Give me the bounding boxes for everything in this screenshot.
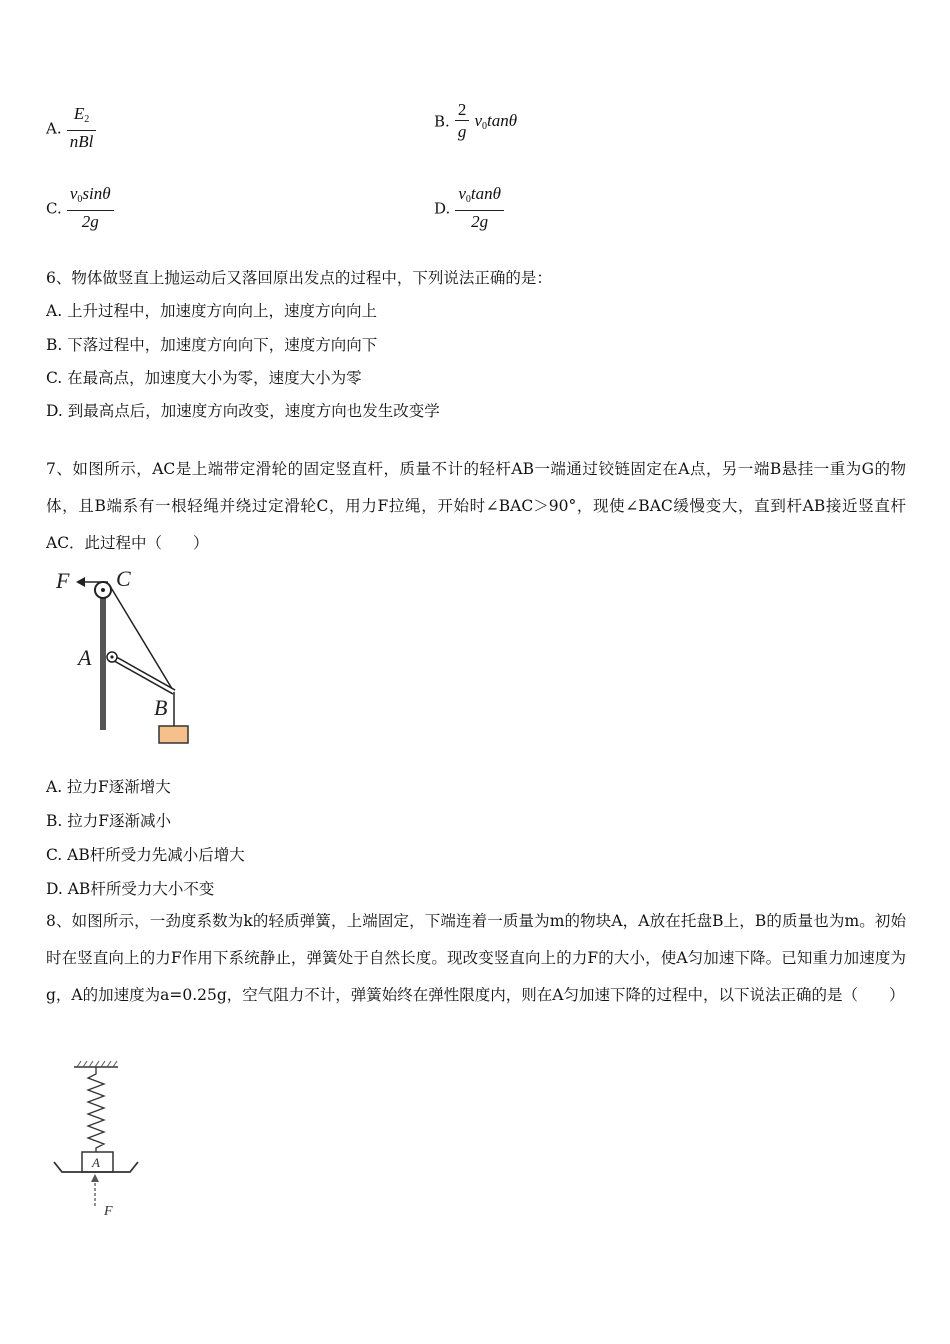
fraction (455, 100, 470, 143)
q5-option-b (434, 100, 517, 143)
label-f: F (104, 1204, 113, 1219)
option-label: D. (434, 199, 451, 218)
q6-option-b: B. 下落过程中，加速度方向向下，速度方向向下 (46, 336, 378, 354)
numerator: v (69, 184, 78, 203)
q6-option-a: A. 上升过程中，加速度方向向上，速度方向向上 (46, 302, 378, 320)
option-label: B. (434, 112, 450, 131)
denominator: nBl (69, 132, 94, 151)
denominator: g (457, 122, 467, 141)
spring (88, 1067, 104, 1152)
numerator-rest: sinθ (82, 184, 111, 203)
arrow-head-icon (76, 577, 85, 587)
fraction (455, 184, 504, 233)
label-f: F (56, 568, 70, 593)
q7-option-c: C. AB杆所受力先减小后增大 (46, 846, 245, 864)
option-label: A. (46, 119, 62, 138)
q6-option-c: C. 在最高点，加速度大小为零，速度大小为零 (46, 369, 362, 387)
q7-option-a: A. 拉力F逐渐增大 (46, 778, 171, 796)
q8-stem: 8、如图所示，一劲度系数为k的轻质弹簧，上端固定，下端连着一质量为m的物块A，A放在托盘B上，B的质量也为m。初始时在竖直向上的力F作用下系统静止，弹簧处于自然长度。现改变竖直向上的力F的大小，使A匀加速下降。已知重力加速度为g，A的加速度为a=0.25g，空气阻力不计，弹簧始终在弹性限度内，则在A匀加速下降的过程中，以下说法正确的是（ ） (46, 912, 906, 1004)
numerator: v (458, 184, 466, 203)
q5-option-d (434, 184, 504, 233)
q7-option-d: D. AB杆所受力大小不变 (46, 880, 215, 898)
q5-option-c (46, 184, 114, 233)
weight-block (159, 726, 188, 743)
arrow-head-icon (91, 1174, 99, 1182)
q7-stem: 7、如图所示，AC是上端带定滑轮的固定竖直杆，质量不计的轻杆AB一端通过铰链固定在A点，另一端B悬挂一重为G的物体，且B端系有一根轻绳并绕过定滑轮C，用力F拉绳，开始时∠BAC＞90°，现使∠BAC缓慢变大，直到杆AB接近竖直杆AC．此过程中（ ） (46, 460, 906, 552)
q6-option-d: D. 到最高点后，加速度方向改变，速度方向也发生改变学 (46, 402, 440, 420)
label-c: C (116, 566, 131, 591)
q7-figure (52, 566, 202, 748)
option-label: C. (46, 199, 62, 218)
subscript: 0 (465, 194, 471, 205)
q5-option-a (46, 104, 96, 153)
label-b: B (154, 695, 168, 720)
subscript: 2 (84, 114, 90, 125)
numerator: 2 (455, 100, 470, 121)
denominator: 2g (471, 212, 489, 231)
q8-figure (52, 1060, 147, 1220)
fraction (67, 184, 114, 233)
vertical-rod (100, 588, 106, 730)
expression-tail: $v_0\tan\theta$ (474, 111, 518, 132)
fraction (67, 104, 97, 153)
denominator: 2g (81, 212, 99, 231)
label-a: A (78, 645, 92, 670)
q6-stem: 6、物体做竖直上抛运动后又落回原出发点的过程中，下列说法正确的是： (46, 269, 552, 287)
subscript: 0 (77, 194, 83, 205)
label-a: A (92, 1155, 100, 1170)
q7-option-b: B. 拉力F逐渐减小 (46, 812, 171, 830)
numerator-rest: tanθ (470, 184, 501, 203)
numerator: E (73, 104, 85, 123)
